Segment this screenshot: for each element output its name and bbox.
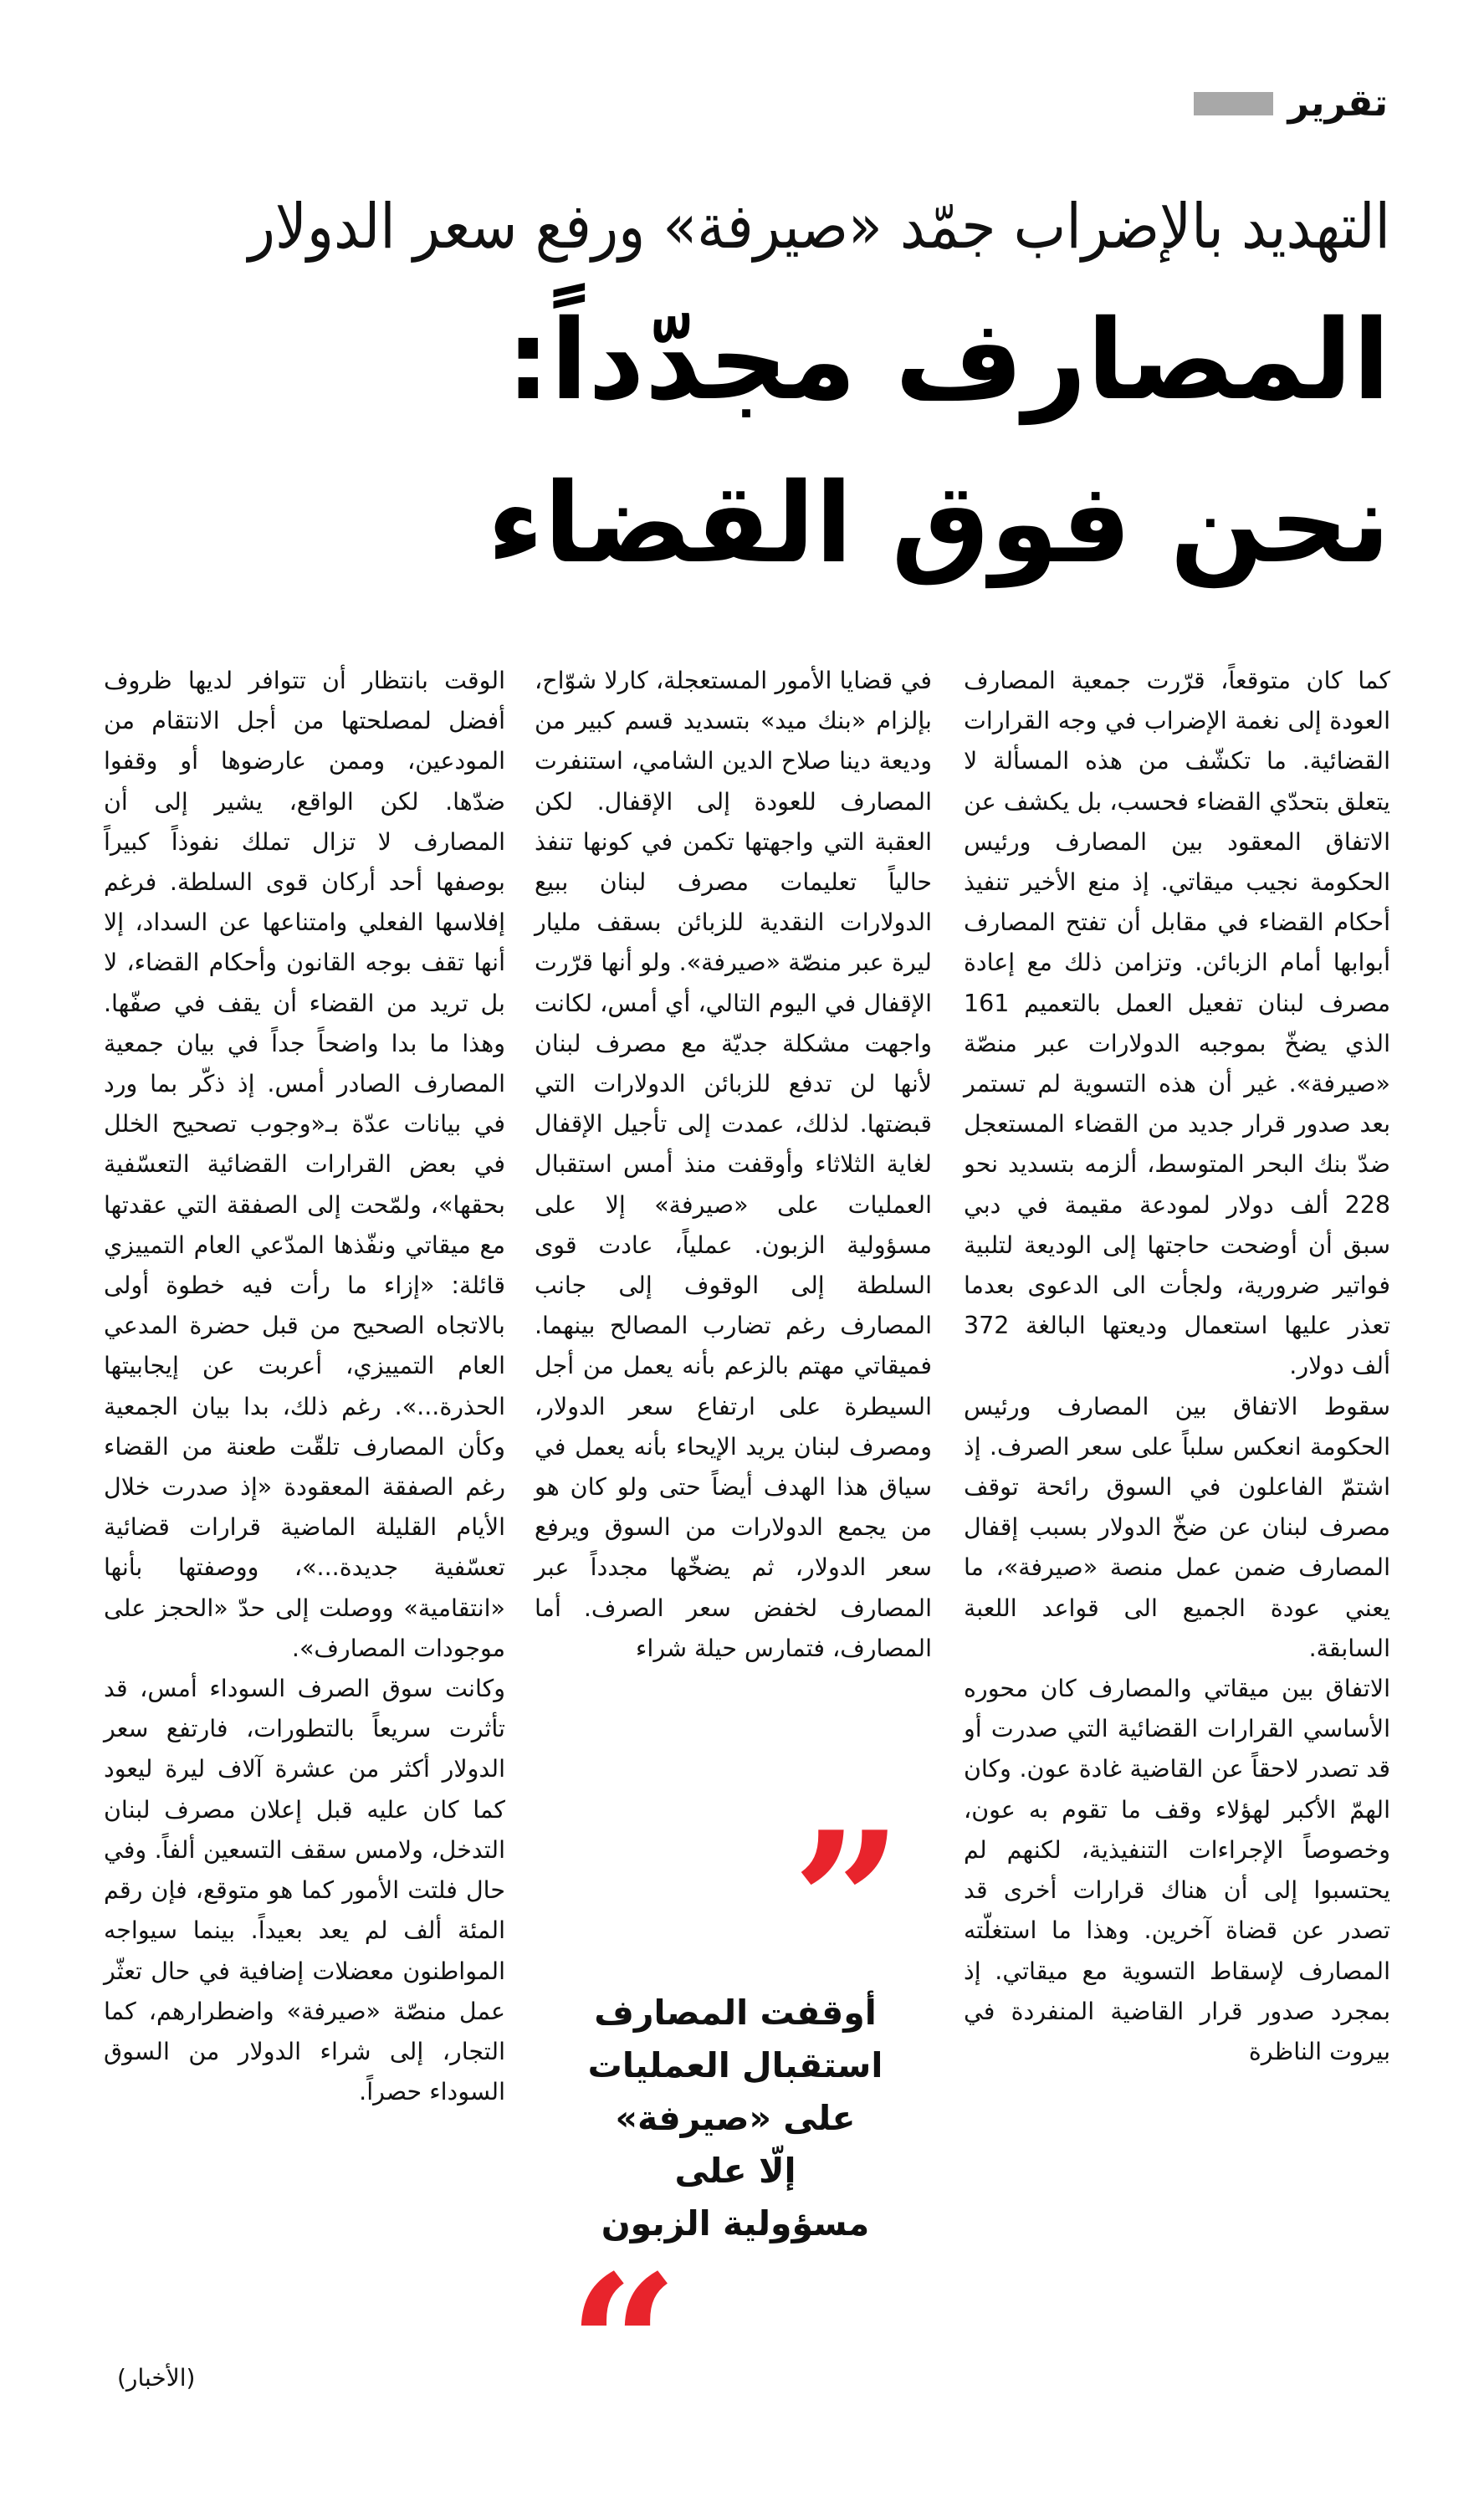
headline-line-1: المصارف مجدّداً: — [505, 296, 1390, 425]
paragraph: الوقت بانتظار أن تتوافر لديها ظروف أفضل لمصلحتها من أجل الانتقام من المودعين، وممن عارضوها أو وقفوا ضدّها. لكن الواقع، يشير إلى أن المصارف لا تزال تملك نفوذاً كبيراً بوصفها أحد أركان قوى السلطة. فرغم إفلاسها الفعلي وامتناعها عن السداد، إلا أنها تقف بوجه القانون وأحكام القضاء، لا بل تريد من القضاء أن يقف في صفّها. وهذا ما بدا واضحاً جداً في بيان جمعية المصارف الصادر أمس. إذ ذكّر بما ورد في بيانات عدّة بـ«وجوب تصحيح الخلل في بعض القرارات القضائية التعسّفية بحقها»، ولمّحت إلى الصفقة التي عقدتها مع ميقاتي ونفّذها المدّعي العام التمييزي قائلة: «إزاء ما رأت فيه خطوة أولى بالاتجاه الصحيح من قبل حضرة المدعي العام التمييزي، أعربت عن إيجابيتها الحذرة...». رغم ذلك، بدا بيان الجمعية وكأن المصارف تلقّت طعنة من القضاء رغم الصفقة المعقودة «إذ صدرت خلال الأيام القليلة الماضية قرارات قضائية تعسّفية جديدة...»، ووصفتها بأنها «انتقامية» ووصلت إلى حدّ «الحجز على موجودات المصارف». — [104, 667, 505, 1662]
pull-quote-line: إلّا على — [674, 2151, 796, 2191]
article-column-3 — [104, 661, 505, 2112]
pull-quote-line: مسؤولية الزبون — [601, 2203, 870, 2244]
article-column-2 — [535, 661, 932, 1669]
paragraph: الاتفاق بين ميقاتي والمصارف كان محوره الأساسي القرارات القضائية التي صدرت أو قد تصدر لاحقاً عن القاضية غادة عون. وكان الهمّ الأكبر لهؤلاء وقف ما تقوم به عون، وخصوصاً الإجراءات التنفيذية، لكنهم لم يحتسبوا إلى أن هناك قرارات أخرى قد تصدر عن قضاة آخرين. وهذا ما استغلّته المصارف لإسقاط التسوية مع ميقاتي. إذ بمجرد صدور قرار القاضية المنفردة في بيروت الناظرة — [964, 1675, 1390, 2065]
open-quote-icon: ” — [791, 1790, 903, 2016]
section-label: تقرير — [1287, 82, 1388, 125]
article-column-1 — [964, 661, 1390, 2072]
headline-line-2: نحن فوق القضاء — [487, 459, 1390, 588]
paragraph: وكانت سوق الصرف السوداء أمس، قد تأثرت سريعاً بالتطورات، فارتفع سعر الدولار أكثر من عشرة آلاف ليرة ليعود كما كان عليه قبل إعلان مصرف لبنان التدخل، ولامس سقف التسعين ألفاً. وفي حال فلتت الأمور كما هو متوقع، فإن رقم المئة ألف لم يعد بعيداً. بينما سيواجه المواطنون معضلات إضافية في حال تعثّر عمل منصّة «صيرفة» واضطرارهم، كما التجار، إلى شراء الدولار من السوق السوداء حصراً. — [104, 1675, 505, 2106]
section-header — [1194, 82, 1388, 125]
pull-quote-line: على «صيرفة» — [615, 2098, 856, 2138]
pull-quote-line: استقبال العمليات — [587, 2045, 883, 2085]
pull-quote — [535, 1790, 936, 2459]
paragraph: في قضايا الأمور المستعجلة، كارلا شوّاح، بإلزام «بنك ميد» بتسديد قسم كبير من وديعة دينا صلاح الدين الشامي، استنفرت المصارف للعودة إلى الإقفال. لكن العقبة التي واجهتها تكمن في كونها تنفذ حالياً تعليمات مصرف لبنان ببيع الدولارات النقدية للزبائن بسقف مليار ليرة عبر منصّة «صيرفة». ولو أنها قرّرت الإقفال في اليوم التالي، أي أمس، لكانت واجهت مشكلة جديّة مع مصرف لبنان لأنها لن تدفع للزبائن الدولارات التي قبضتها. لذلك، عمدت إلى تأجيل الإقفال لغاية الثلاثاء وأوقفت منذ أمس استقبال العمليات على «صيرفة» إلا على مسؤولية الزبون. عملياً، عادت قوى السلطة إلى الوقوف إلى جانب المصارف رغم تضارب المصالح بينهما. فميقاتي مهتم بالزعم بأنه يعمل من أجل السيطرة على ارتفاع سعر الدولار، ومصرف لبنان يريد الإيحاء بأنه يعمل في سياق هذا الهدف أيضاً حتى ولو كان هو من يجمع الدولارات من السوق ويرفع سعر الدولار، ثم يضخّها مجدداً عبر المصارف لخفض سعر الصرف. أما المصارف، فتمارس حيلة شراء — [535, 667, 932, 1662]
paragraph: سقوط الاتفاق بين المصارف ورئيس الحكومة انعكس سلباً على سعر الصرف. إذ اشتمّ الفاعلون في السوق رائحة توقف مصرف لبنان عن ضخّ الدولار بسبب إقفال المصارف ضمن عمل منصة «صيرفة»، ما يعني عودة الجميع الى قواعد اللعبة السابقة. — [964, 1392, 1390, 1662]
article-source: (الأخبار) — [117, 2364, 196, 2392]
paragraph: كما كان متوقعاً، قرّرت جمعية المصارف العودة إلى نغمة الإضراب في وجه القرارات القضائية. ما تكشّف من هذه المسألة لا يتعلق بتحدّي القضاء فحسب، بل يكشف عن الاتفاق المعقود بين المصارف ورئيس الحكومة نجيب ميقاتي. إذ منع الأخير تنفيذ أحكام القضاء في مقابل أن تفتح المصارف أبوابها أمام الزبائن. وتزامن ذلك مع إعادة مصرف لبنان تفعيل العمل بالتعميم 161 الذي يضخّ بموجبه الدولارات عبر منصّة «صيرفة». غير أن هذه التسوية لم تستمر بعد صدور قرار جديد من القضاء المستعجل ضدّ بنك البحر المتوسط، ألزمه بتسديد نحو 228 ألف دولار لمودعة مقيمة في دبي سبق أن أوضحت حاجتها إلى الوديعة لتلبية فواتير ضرورية، ولجأت الى الدعوى بعدما تعذر عليها استعمال وديعتها البالغة 372 ألف دولار. — [964, 667, 1390, 1380]
section-bar — [1194, 92, 1273, 115]
pull-quote-text — [560, 1987, 911, 2250]
article-kicker: التهديد بالإضراب جمّد «صيرفة» ورفع سعر الدولار — [248, 191, 1390, 263]
close-quote-icon: “ — [568, 2233, 679, 2459]
pull-quote-line: أوقفت المصارف — [594, 1993, 877, 2033]
